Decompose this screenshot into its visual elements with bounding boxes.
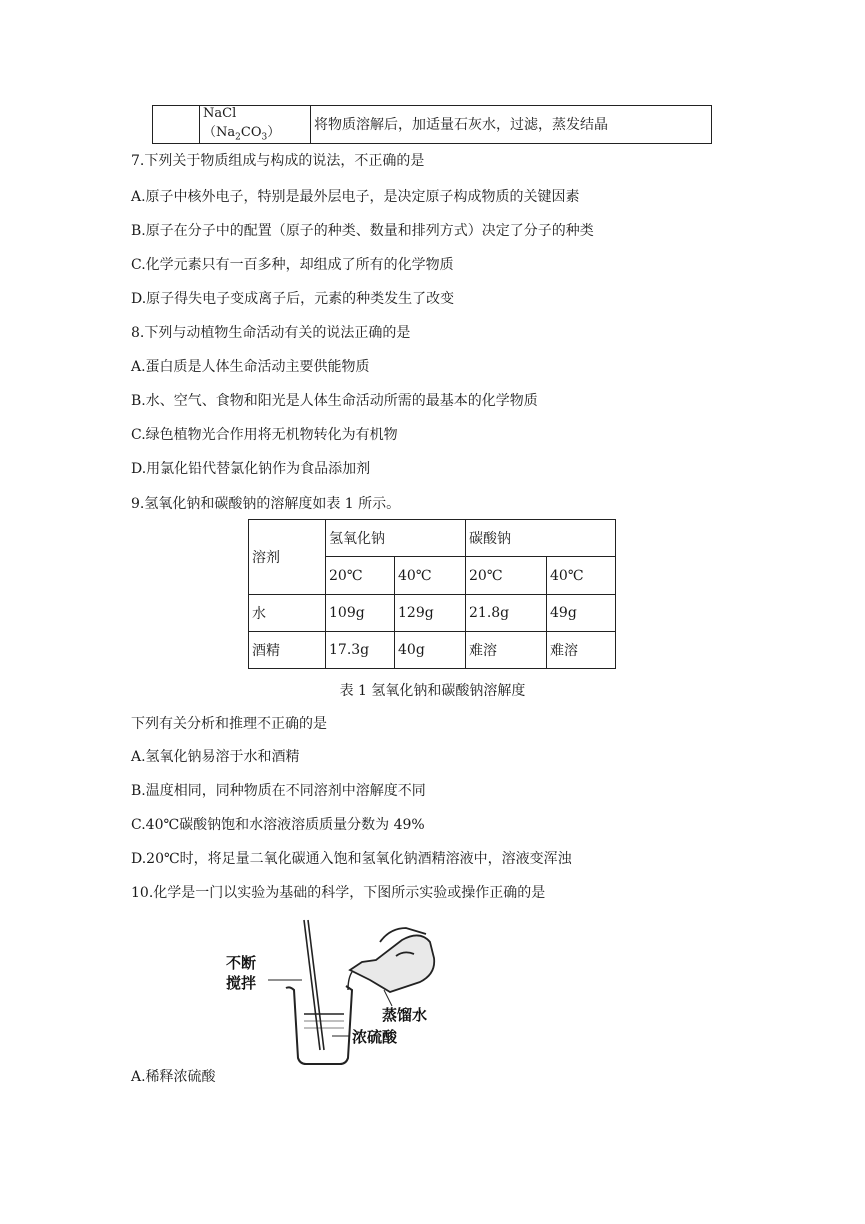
figure-label-water: 蒸馏水 (382, 1006, 428, 1024)
solubility-header-solvent: 溶剂 (249, 520, 326, 595)
solubility-value: 难溶 (547, 632, 616, 669)
solubility-temp: 40℃ (547, 557, 616, 595)
solubility-value: 难溶 (466, 632, 547, 669)
top-table-cell-method: 将物质溶解后，加适量石灰水，过滤，蒸发结晶 (311, 106, 712, 144)
q8-option-c: C.绿色植物光合作用将无机物转化为有机物 (131, 427, 398, 443)
q9-sub-stem: 下列有关分析和推理不正确的是 (131, 716, 327, 732)
top-table-cell-substance: $NaCl(Na_2CO_3)$ (200, 106, 311, 144)
top-table (152, 105, 712, 144)
solubility-temp: 20℃ (466, 557, 547, 595)
table-caption: 表 1 氢氧化钠和碳酸钠溶解度 (339, 683, 526, 699)
figure-label-stir-2: 搅拌 (226, 974, 257, 992)
solubility-table (248, 519, 616, 669)
solubility-temp: 20℃ (326, 557, 395, 595)
q9-option-c: C.40℃碳酸钠饱和水溶液溶质质量分数为 49% (131, 817, 425, 833)
solubility-value: 17.3g (326, 632, 395, 669)
q9-option-b: B.温度相同，同种物质在不同溶剂中溶解度不同 (131, 783, 426, 799)
figure-label-acid: 浓硫酸 (352, 1028, 398, 1046)
solubility-value: 49g (547, 595, 616, 632)
top-table-cell-empty (153, 106, 200, 144)
solubility-value: 109g (326, 595, 395, 632)
solubility-value: 21.8g (466, 595, 547, 632)
q7-option-c: C.化学元素只有一百多种，却组成了所有的化学物质 (131, 257, 454, 273)
solubility-temp: 40℃ (395, 557, 466, 595)
table-row (249, 632, 616, 669)
beaker-illustration (286, 986, 352, 1064)
q10-stem: 10.化学是一门以实验为基础的科学，下图所示实验或操作正确的是 (131, 885, 546, 901)
solubility-value: 129g (395, 595, 466, 632)
dilution-figure (220, 918, 450, 1073)
q7-option-b: B.原子在分子中的配置（原子的种类、数量和排列方式）决定了分子的种类 (131, 223, 594, 239)
q7-stem: 7.下列关于物质组成与构成的说法，不正确的是 (131, 153, 425, 169)
bottle-hand-illustration (350, 928, 434, 992)
q7-option-a: A.原子中核外电子，特别是最外层电子，是决定原子构成物质的关键因素 (131, 189, 580, 205)
q9-option-d: D.20℃时，将足量二氧化碳通入饱和氢氧化钠酒精溶液中，溶液变浑浊 (131, 851, 572, 867)
solubility-value: 40g (395, 632, 466, 669)
glass-rod-illustration (304, 920, 324, 1050)
q8-option-a: A.蛋白质是人体生命活动主要供能物质 (131, 359, 370, 375)
q7-option-d: D.原子得失电子变成离子后，元素的种类发生了改变 (131, 291, 455, 307)
q9-stem: 9.氢氧化钠和碳酸钠的溶解度如表 1 所示。 (131, 496, 401, 512)
solubility-header-naoh: 氢氧化钠 (326, 520, 466, 557)
q9-option-a: A.氢氧化钠易溶于水和酒精 (131, 749, 300, 765)
q10-option-a: A.稀释浓硫酸 (131, 1069, 216, 1085)
q8-stem: 8.下列与动植物生命活动有关的说法正确的是 (131, 325, 411, 341)
q8-option-b: B.水、空气、食物和阳光是人体生命活动所需的最基本的化学物质 (131, 393, 538, 409)
solubility-solvent: 酒精 (249, 632, 326, 669)
figure-label-stir-1: 不断 (226, 954, 257, 972)
water-stream-illustration (348, 972, 352, 990)
solubility-solvent: 水 (249, 595, 326, 632)
solubility-header-na2co3: 碳酸钠 (466, 520, 616, 557)
q8-option-d: D.用氯化铅代替氯化钠作为食品添加剂 (131, 461, 371, 477)
table-row (249, 595, 616, 632)
